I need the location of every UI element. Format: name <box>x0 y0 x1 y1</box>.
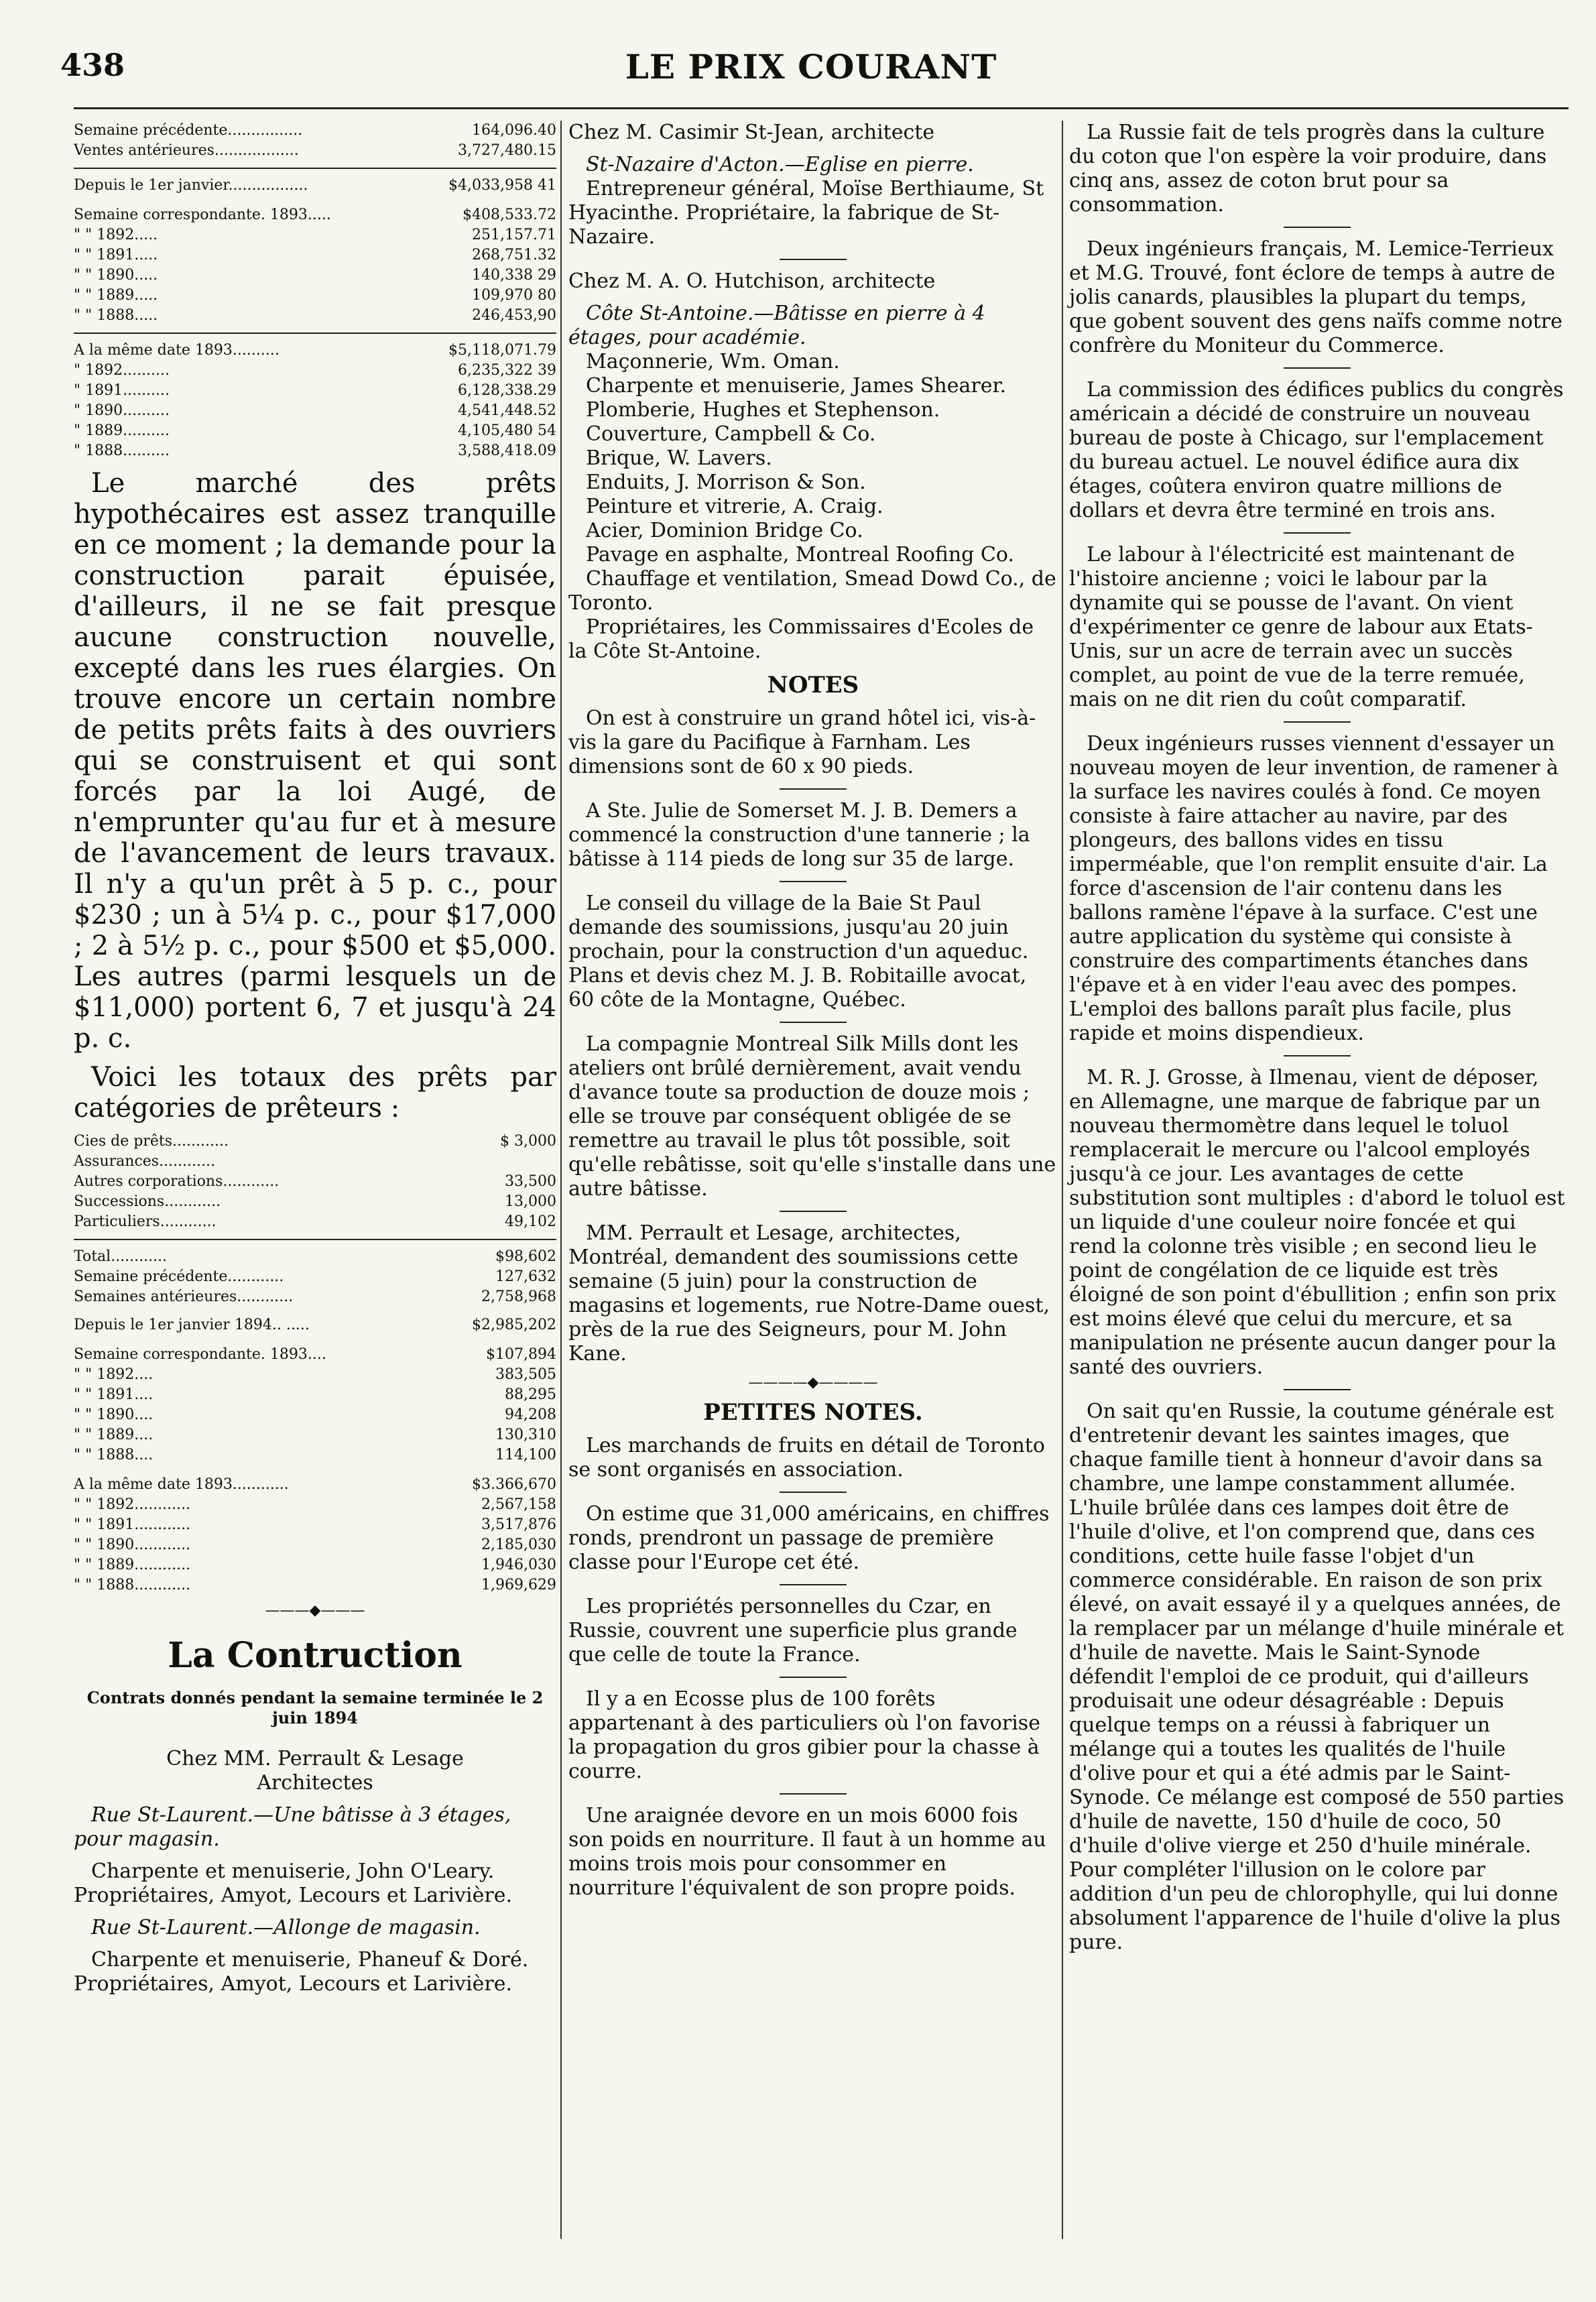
paragraph: Pavage en asphalte, Montreal Roofing Co. <box>586 543 1014 566</box>
divider <box>74 1239 556 1240</box>
paragraph: MM. Perrault et Lesage, architectes, Montréal, demandent des soumissions cette semaine (5 juin) pour la construction de magasins et logements, rue Notre-Dame ouest, près de la rue des Seigneurs, pour M. John Kane. <box>568 1221 1050 1366</box>
paragraph: On sait qu'en Russie, la coutume générale est d'entretenir devant les saintes images, que chaque famille tient à honneur d'avoir dans sa chambre, une lampe constamment allumée. L'huile brûlée dans ces lampes doit être de l'huile d'olive, et l'on comprend que, dans ces conditions, cette huile fasse l'objet d'un commerce considérable. En raison de son prix élevé, on avait essayé il y a quelques années, de la remplacer par un mélange d'huile minérale et d'huile de navette. Mais le Saint-Synode défendit l'emploi de ce produit, qui d'ailleurs produisait une odeur désagréable : Depuis quelque temps on a réussi à fabriquer un mélange qui a toutes les qualités de l'huile d'olive pour et qui a été admis par le Saint-Synode. Ce mélange est composé de 550 parties d'huile de navette, 150 d'huile de coco, 50 d'huile d'olive vierge et 250 d'huile minérale. Pour compléter l'illusion on le colore par addition d'un peu de chlorophylle, qui lui donne absolument l'apparence de l'huile d'olive la plus pure. <box>1069 1400 1564 1954</box>
paragraph: Charpente et menuiserie, James Shearer. <box>586 374 1007 398</box>
same2-table <box>74 1475 556 1595</box>
contract-entry: St-Nazaire d'Acton.—Eglise en pierre. <box>586 153 974 176</box>
divider <box>780 1022 847 1023</box>
row-value: $98,602 <box>495 1248 556 1265</box>
row-value: 164,096.40 <box>472 122 556 139</box>
table-row <box>74 1555 556 1575</box>
row-value: $4,033,958 41 <box>448 177 556 194</box>
row-label: " " 1888.... <box>74 1447 154 1463</box>
row-label: Semaines antérieures............ <box>74 1288 294 1305</box>
divider <box>1284 532 1351 534</box>
column-divider-1 <box>560 121 562 2239</box>
row-value: 88,295 <box>505 1386 556 1403</box>
row-label: Semaine précédente................ <box>74 122 303 139</box>
row-label: Depuis le 1er janvier 1894.. ..... <box>74 1317 310 1333</box>
row-value: 2,185,030 <box>481 1536 556 1553</box>
row-label: " " 1889............ <box>74 1557 191 1573</box>
row-label: Autres corporations............ <box>74 1173 280 1190</box>
row-value: 140,338 29 <box>472 267 556 284</box>
table-row <box>74 1495 556 1515</box>
row-label: " " 1892............ <box>74 1496 191 1513</box>
contract-entry: Charpente et menuiserie, Phaneuf & Doré. Propriétaires, Amyot, Lecours et Larivière. <box>74 1948 529 1996</box>
column-2 <box>568 121 1058 1909</box>
table-row <box>74 1535 556 1555</box>
row-value: $5,118,071.79 <box>448 342 556 359</box>
row-value: 2,758,968 <box>481 1288 556 1305</box>
table-row <box>74 1172 556 1192</box>
row-label: " " 1888..... <box>74 307 158 324</box>
divider <box>1284 1389 1351 1390</box>
row-value: 2,567,158 <box>481 1496 556 1513</box>
divider <box>780 788 847 790</box>
table-row <box>74 341 556 361</box>
row-value: 4,541,448.52 <box>458 402 556 419</box>
cats-table <box>74 1132 556 1232</box>
corr1-table <box>74 205 556 326</box>
column-divider-2 <box>1062 121 1063 2239</box>
row-label: Semaine correspondante. 1893..... <box>74 206 331 223</box>
row-value: $3.366,670 <box>472 1476 556 1493</box>
row-value: 4,105,480 54 <box>458 422 556 439</box>
notes-list <box>568 707 1058 1366</box>
contracts-title: Contrats donnés pendant la semaine terminée le 2 juin 1894 <box>86 1688 544 1728</box>
row-value: 246,453,90 <box>472 307 556 324</box>
contract-entry: Entrepreneur général, Moïse Berthiaume, St Hyacinthe. Propriétaire, la fabrique de St-Nazaire. <box>568 177 1044 249</box>
totals2-table <box>74 1247 556 1307</box>
paragraph: La compagnie Montreal Silk Mills dont les ateliers ont brûlé dernièrement, avait vendu d'avance toute sa production de douze mois ; elle se trouve par conséquent obligée de se remettre au travail le plus tôt possible, soit qu'elle rebâtisse, soit qu'elle s'installe dans une autre bâtisse. <box>568 1032 1056 1201</box>
table-row <box>74 1515 556 1535</box>
row-label: " 1890.......... <box>74 402 170 419</box>
paragraph: M. R. J. Grosse, à Ilmenau, vient de déposer, en Allemagne, une marque de fabrique par un nouveau thermomètre dans lequel le toluol remplacerait le mercure ou l'alcool employés jusqu'à ce jour. Les avantages de cette substitution sont multiples : d'abord le toluol est un liquide d'une couleur noire foncée et qui rend la colonne très visible ; en second lieu le point de congélation de ce liquide est très éloigné de son point d'ébullition ; enfin son prix est moins élevé que celui du mercure, et sa manipulation ne présente aucun danger pour la santé des ouvriers. <box>1069 1066 1565 1379</box>
table-row <box>74 1247 556 1267</box>
same1-table <box>74 341 556 461</box>
divider <box>780 1677 847 1678</box>
page-title: LE PRIX COURANT <box>625 47 997 86</box>
row-value: 127,632 <box>495 1268 556 1285</box>
row-value: $107,894 <box>486 1346 556 1363</box>
table-row <box>74 1267 556 1287</box>
paragraph: Chauffage et ventilation, Smead Dowd Co., de Toronto. <box>568 567 1056 615</box>
ornament: ———◆——— <box>265 1602 365 1619</box>
table-row <box>74 306 556 326</box>
table-row <box>74 265 556 286</box>
row-label: Cies de prêts............ <box>74 1133 229 1150</box>
paragraph: Deux ingénieurs russes viennent d'essayer un nouveau moyen de leur invention, de ramener à la surface les navires coulés à fond. Ce moyen consiste à faire attacher au navire, par des plongeurs, des ballons vides en tissu imperméable, que l'on remplit ensuite d'air. La force d'ascension de l'air contenu dans les ballons ramène l'épave à la surface. C'est une autre application du système qui consiste à construire des compartiments étanches dans l'épave et à en vider l'eau avec des pompes. L'emploi des ballons paraît plus facile, plus rapide et moins dispendieux. <box>1069 732 1559 1045</box>
row-value: $408,533.72 <box>463 206 556 223</box>
divider <box>1284 1055 1351 1056</box>
row-label: " " 1891............ <box>74 1516 191 1533</box>
paragraph: On est à construire un grand hôtel ici, vis-à-vis la gare du Pacifique à Farnham. Les dimensions sont de 60 x 90 pieds. <box>568 707 1036 778</box>
divider <box>780 1584 847 1585</box>
petites-notes-list <box>568 1434 1058 1900</box>
paragraph: Voici les totaux des prêts par catégories de prêteurs : <box>74 1062 556 1124</box>
divider <box>780 1211 847 1212</box>
row-label: " " 1889.... <box>74 1427 154 1443</box>
row-value: 1,969,629 <box>481 1577 556 1593</box>
paragraph: Enduits, J. Morrison & Son. <box>586 471 866 494</box>
row-label: " " 1891..... <box>74 247 158 263</box>
row-value <box>452 1152 556 1172</box>
paragraph: Acier, Dominion Bridge Co. <box>586 519 863 542</box>
table-row <box>74 421 556 441</box>
paragraph: Une araignée devore en un mois 6000 fois son poids en nourriture. Il faut à un homme au moins trois mois pour consommer en nourriture l'équivalent de son propre poids. <box>568 1804 1046 1900</box>
row-value: 49,102 <box>505 1213 556 1230</box>
row-label: " " 1891.... <box>74 1386 154 1403</box>
paragraph: Peinture et vitrerie, A. Craig. <box>586 495 883 518</box>
row-label: " " 1890............ <box>74 1536 191 1553</box>
table-row <box>74 141 556 161</box>
row-label: " 1892.......... <box>74 362 170 379</box>
row-value: 6,128,338.29 <box>458 382 556 399</box>
notes-title: NOTES <box>767 672 859 699</box>
paragraph: Le conseil du village de la Baie St Paul demande des soumissions, jusqu'au 20 juin prochain, pour la construction d'un aqueduc. Plans et devis chez M. J. B. Robitaille avocat, 60 côte de la Montagne, Québec. <box>568 892 1029 1012</box>
row-label: A la même date 1893.......... <box>74 342 280 359</box>
paragraph: Propriétaires, les Commissaires d'Ecoles de la Côte St-Antoine. <box>568 615 1034 663</box>
table-row <box>74 1475 556 1495</box>
row-value: $ 3,000 <box>500 1133 556 1150</box>
table-row <box>74 1152 556 1172</box>
divider <box>780 259 847 260</box>
row-label: Ventes antérieures.................. <box>74 142 299 159</box>
paragraph: On estime que 31,000 américains, en chiffres ronds, prendront un passage de première classe pour l'Europe cet été. <box>568 1502 1050 1574</box>
table-row <box>74 401 556 421</box>
row-value: 130,310 <box>495 1427 556 1443</box>
row-value: 251,157.71 <box>472 227 556 243</box>
row-label: " 1888.......... <box>74 442 170 459</box>
paragraph: Le labour à l'électricité est maintenant de l'histoire ancienne ; voici le labour par la dynamite qui se pousse de l'avant. On vient d'expérimenter ce genre de labour aux Etats-Unis, sur un acre de terrain avec un succès complet, au point de vue de la terre remuée, mais on ne dit rien du coût comparatif. <box>1069 543 1533 711</box>
architect-line: Architectes <box>257 1771 373 1795</box>
table-row <box>74 1132 556 1152</box>
divider <box>1284 367 1351 369</box>
divider <box>74 168 556 169</box>
paragraph: Maçonnerie, Wm. Oman. <box>586 350 840 373</box>
since2-table <box>74 1315 556 1335</box>
paragraph: Couverture, Campbell & Co. <box>586 422 876 446</box>
divider <box>1284 227 1351 228</box>
row-label: " 1891.......... <box>74 382 170 399</box>
divider <box>780 1492 847 1493</box>
table-row <box>74 121 556 141</box>
header-rule <box>74 107 1569 109</box>
divider <box>74 332 556 334</box>
table-row <box>74 1315 556 1335</box>
table-row <box>74 1405 556 1425</box>
row-value: 33,500 <box>505 1173 556 1190</box>
table-row <box>74 361 556 381</box>
row-value: 94,208 <box>505 1406 556 1423</box>
contract-entry: Rue St-Laurent.—Allonge de magasin. <box>91 1916 481 1939</box>
row-value: 6,235,322 39 <box>458 362 556 379</box>
row-value: 3,727,480.15 <box>458 142 556 159</box>
table-row <box>74 1192 556 1212</box>
table-row <box>74 1212 556 1232</box>
row-value: 114,100 <box>495 1447 556 1463</box>
table-row <box>74 1445 556 1465</box>
table-row <box>74 1425 556 1445</box>
table-row <box>74 441 556 461</box>
paragraph: Les marchands de fruits en détail de Toronto se sont organisés en association. <box>568 1434 1045 1481</box>
row-label: Depuis le 1er janvier................. <box>74 177 308 194</box>
table-row <box>74 225 556 245</box>
architect-heading: Chez M. A. O. Hutchison, architecte <box>568 269 936 293</box>
row-label: Particuliers............ <box>74 1213 217 1230</box>
news-items <box>1069 121 1565 1955</box>
table-row <box>74 381 556 401</box>
paragraph: Il y a en Ecosse plus de 100 forêts appartenant à des particuliers où l'on favorise la propagation du gros gibier pour la chasse à courre. <box>568 1687 1040 1783</box>
paragraph: Brique, W. Lavers. <box>586 446 772 470</box>
paragraph: Les propriétés personnelles du Czar, en Russie, couvrent une superficie plus grande que celle de toute la France. <box>568 1595 1018 1667</box>
row-value: 383,505 <box>495 1366 556 1383</box>
section-title: La Contruction <box>168 1635 463 1676</box>
divider <box>780 1793 847 1795</box>
row-label: A la même date 1893............ <box>74 1476 289 1493</box>
row-value: 3,517,876 <box>481 1516 556 1533</box>
row-value: 13,000 <box>505 1193 556 1210</box>
architect-line: Chez MM. Perrault & Lesage <box>166 1747 464 1770</box>
paragraph: Le marché des prêts hypothécaires est assez tranquille en ce moment ; la demande pour la construction parait épuisée, d'ailleurs, il ne se fait presque aucune construction nouvelle, excepté dans les rues élargies. On trouve encore un certain nombre de petits prêts faits à des ouvriers qui se construisent et qui sont forcés par la loi Augé, de n'emprunter qu'au fur et à mesure de l'avancement de leurs travaux. Il n'y a qu'un prêt à 5 p. c., pour $230 ; un à 5¼ p. c., pour $17,000 ; 2 à 5½ p. c., pour $500 et $5,000. Les autres (parmi lesquels un de $11,000) portent 6, 7 et jusqu'à 24 p. c. <box>74 468 556 1054</box>
divider <box>1284 721 1351 723</box>
column-3 <box>1069 121 1565 1963</box>
row-value: 3,588,418.09 <box>458 442 556 459</box>
row-label: Assurances............ <box>74 1153 215 1170</box>
summary1-total <box>74 176 556 196</box>
row-label: Successions............ <box>74 1193 221 1210</box>
architect-heading: Chez M. Casimir St-Jean, architecte <box>568 121 935 144</box>
contract-entry: Charpente et menuiserie, John O'Leary. Propriétaires, Amyot, Lecours et Larivière. <box>74 1860 512 1907</box>
row-label: " " 1889..... <box>74 287 158 304</box>
row-label: Semaine correspondante. 1893.... <box>74 1346 326 1363</box>
page-header <box>60 47 1562 107</box>
divider <box>780 881 847 882</box>
paragraph: A Ste. Julie de Somerset M. J. B. Demers a commencé la construction d'une tannerie ; la bâtisse à 114 pieds de long sur 35 de large. <box>568 799 1030 871</box>
row-label: " 1889.......... <box>74 422 170 439</box>
ornament: ————◆———— <box>748 1374 878 1391</box>
paragraph: Deux ingénieurs français, M. Lemice-Terrieux et M.G. Trouvé, font éclore de temps à autre de jolis canards, plausibles la plupart du temps, que gobent souvent des gens naïfs comme notre confrère du Moniteur du Commerce. <box>1069 237 1562 357</box>
row-label: " " 1892.... <box>74 1366 154 1383</box>
table-row <box>74 1385 556 1405</box>
table-row <box>74 286 556 306</box>
row-label: " " 1890.... <box>74 1406 154 1423</box>
summary1-table <box>74 121 556 161</box>
table-row <box>74 245 556 265</box>
contract-entry: Rue St-Laurent.—Une bâtisse à 3 étages, pour magasin. <box>74 1803 511 1851</box>
row-value: 109,970 80 <box>472 287 556 304</box>
row-value: $2,985,202 <box>472 1317 556 1333</box>
table-row <box>74 1575 556 1595</box>
petites-notes-title: PETITES NOTES. <box>703 1399 923 1426</box>
table-row <box>74 205 556 225</box>
column-1 <box>74 121 556 2004</box>
paragraph: Plomberie, Hughes et Stephenson. <box>586 398 940 422</box>
paragraph: La Russie fait de tels progrès dans la culture du coton que l'on espère la voir produire, dans cinq ans, assez de coton brut pour sa consommation. <box>1069 121 1547 217</box>
table-row <box>74 1345 556 1365</box>
row-label: Total............ <box>74 1248 168 1265</box>
table-row <box>74 1365 556 1385</box>
paragraph: La commission des édifices publics du congrès américain a décidé de construire un nouveau bureau de poste à Chicago, sur l'emplacement du bureau actuel. Le nouvel édifice aura dix étages, coûtera environ quatre millions de dollars et devra être terminé en trois ans. <box>1069 378 1564 522</box>
page-number: 438 <box>60 47 125 83</box>
corr2-table <box>74 1345 556 1465</box>
row-value: 268,751.32 <box>472 247 556 263</box>
row-label: " " 1888............ <box>74 1577 191 1593</box>
table-row <box>74 176 556 196</box>
table-row <box>74 1287 556 1307</box>
row-value: 1,946,030 <box>481 1557 556 1573</box>
row-label: Semaine précédente............ <box>74 1268 284 1285</box>
row-label: " " 1890..... <box>74 267 158 284</box>
row-label: " " 1892..... <box>74 227 158 243</box>
contractor-list <box>568 350 1058 664</box>
contract-entry: Côte St-Antoine.—Bâtisse en pierre à 4 étages, pour académie. <box>568 302 985 349</box>
